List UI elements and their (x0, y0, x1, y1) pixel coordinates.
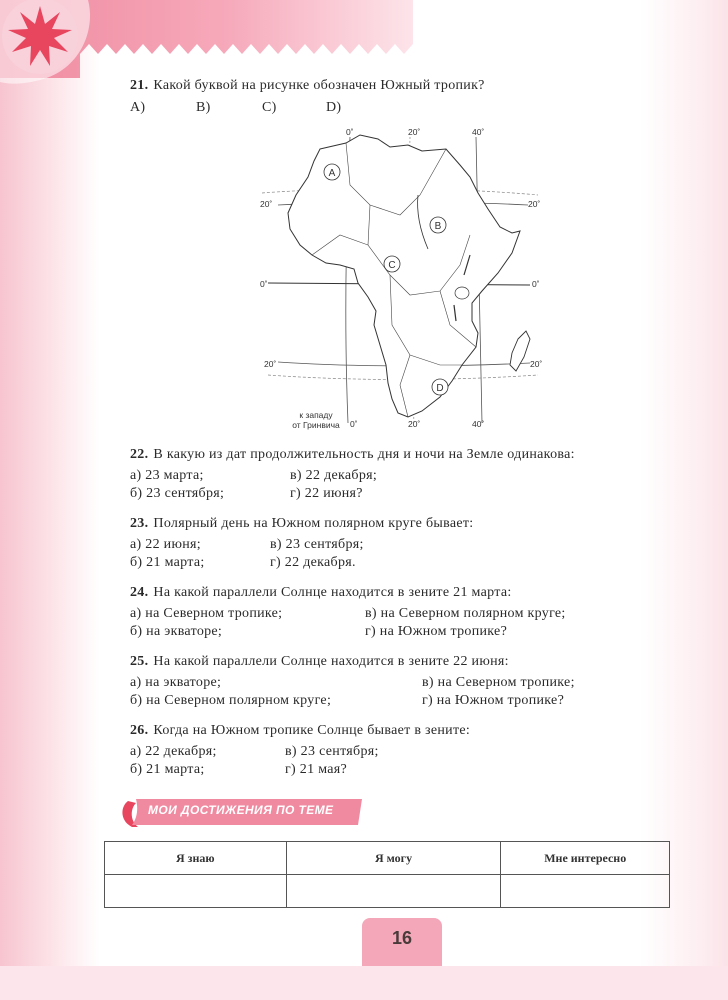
option-g: г) на Южном тропике? (365, 624, 508, 639)
option-a: а) 23 марта; (130, 468, 204, 483)
option-v: в) 22 декабря; (290, 468, 378, 483)
question-number: 22. (130, 447, 149, 462)
option-b: б) 21 марта; (130, 555, 205, 570)
option-d: D) (326, 100, 342, 115)
question-25 (130, 654, 509, 670)
option-g: г) на Южном тропике? (422, 693, 565, 708)
lat-right-20s: 20˚ (530, 359, 543, 369)
question-24 (130, 585, 512, 601)
option-v: в) на Северном полярном круге; (365, 606, 566, 621)
option-v: в) 23 сентября; (285, 744, 379, 759)
africa-map (250, 125, 550, 435)
option-b: б) на экваторе; (130, 624, 223, 639)
lon-bottom-0: 0˚ (350, 419, 358, 429)
table-header-row (105, 842, 670, 875)
lat-left-0: 0˚ (260, 279, 268, 289)
question-number: 24. (130, 585, 149, 600)
table-row (105, 875, 670, 908)
question-23 (130, 516, 473, 532)
column-header-interested: Мне интересно (501, 842, 670, 875)
cell-interested[interactable] (501, 875, 670, 908)
question-text: В какую из дат продолжительность дня и ночи на Земле одинакова: (153, 447, 575, 462)
lat-right-0: 0˚ (532, 279, 540, 289)
west-note-line2: от Гринвича (292, 420, 340, 430)
option-g: г) 21 мая? (285, 762, 348, 777)
bottom-strip (0, 966, 728, 1000)
question-text: Когда на Южном тропике Солнце бывает в зените: (153, 723, 471, 738)
map-letter-a: A (328, 168, 336, 179)
question-number: 26. (130, 723, 149, 738)
map-letter-c: C (388, 260, 396, 271)
option-v: в) 23 сентября; (270, 537, 364, 552)
cell-can[interactable] (286, 875, 501, 908)
achievements-table (104, 841, 670, 908)
lon-bottom-40: 40˚ (472, 419, 485, 429)
map-letter-b: B (434, 221, 442, 232)
map-letter-d: D (436, 383, 444, 394)
option-a: а) 22 декабря; (130, 744, 217, 759)
lon-bottom-20: 20˚ (408, 419, 421, 429)
africa-outline (288, 135, 520, 417)
question-number: 25. (130, 654, 149, 669)
lat-right-20n: 20˚ (528, 199, 541, 209)
question-22 (130, 447, 575, 463)
page-number: 16 (391, 928, 413, 948)
question-number: 21. (130, 78, 149, 93)
option-b: В) (196, 100, 211, 115)
option-g: г) 22 декабря. (270, 555, 356, 570)
question-text: На какой параллели Солнце находится в зените 21 марта: (153, 585, 512, 600)
lon-top-0: 0˚ (346, 127, 354, 137)
west-note-line1: к западу (299, 410, 333, 420)
question-21 (130, 78, 485, 94)
lon-top-20: 20˚ (408, 127, 421, 137)
question-text: Какой буквой на рисунке обозначен Южный тропик? (153, 78, 485, 93)
option-b: б) на Северном полярном круге; (130, 693, 332, 708)
lat-left-20s: 20˚ (264, 359, 277, 369)
question-text: На какой параллели Солнце находится в зените 22 июня: (153, 654, 509, 669)
option-g: г) 22 июня? (290, 486, 363, 501)
option-a: А) (130, 100, 146, 115)
cell-know[interactable] (105, 875, 287, 908)
column-header-know: Я знаю (105, 842, 287, 875)
lat-left-20n: 20˚ (260, 199, 273, 209)
question-text: Полярный день на Южном полярном круге бывает: (153, 516, 474, 531)
option-b: б) 23 сентября; (130, 486, 225, 501)
option-c: С) (262, 100, 277, 115)
achievements-label: МОИ ДОСТИЖЕНИЯ ПО ТЕМЕ (148, 803, 334, 817)
question-number: 23. (130, 516, 149, 531)
column-header-can: Я могу (286, 842, 501, 875)
option-v: в) на Северном тропике; (422, 675, 575, 690)
option-a: а) на экваторе; (130, 675, 222, 690)
question-26 (130, 723, 470, 739)
madagascar-outline (510, 331, 530, 371)
option-b: б) 21 марта; (130, 762, 205, 777)
option-a: а) 22 июня; (130, 537, 201, 552)
option-a: а) на Северном тропике; (130, 606, 283, 621)
lon-top-40: 40˚ (472, 127, 485, 137)
